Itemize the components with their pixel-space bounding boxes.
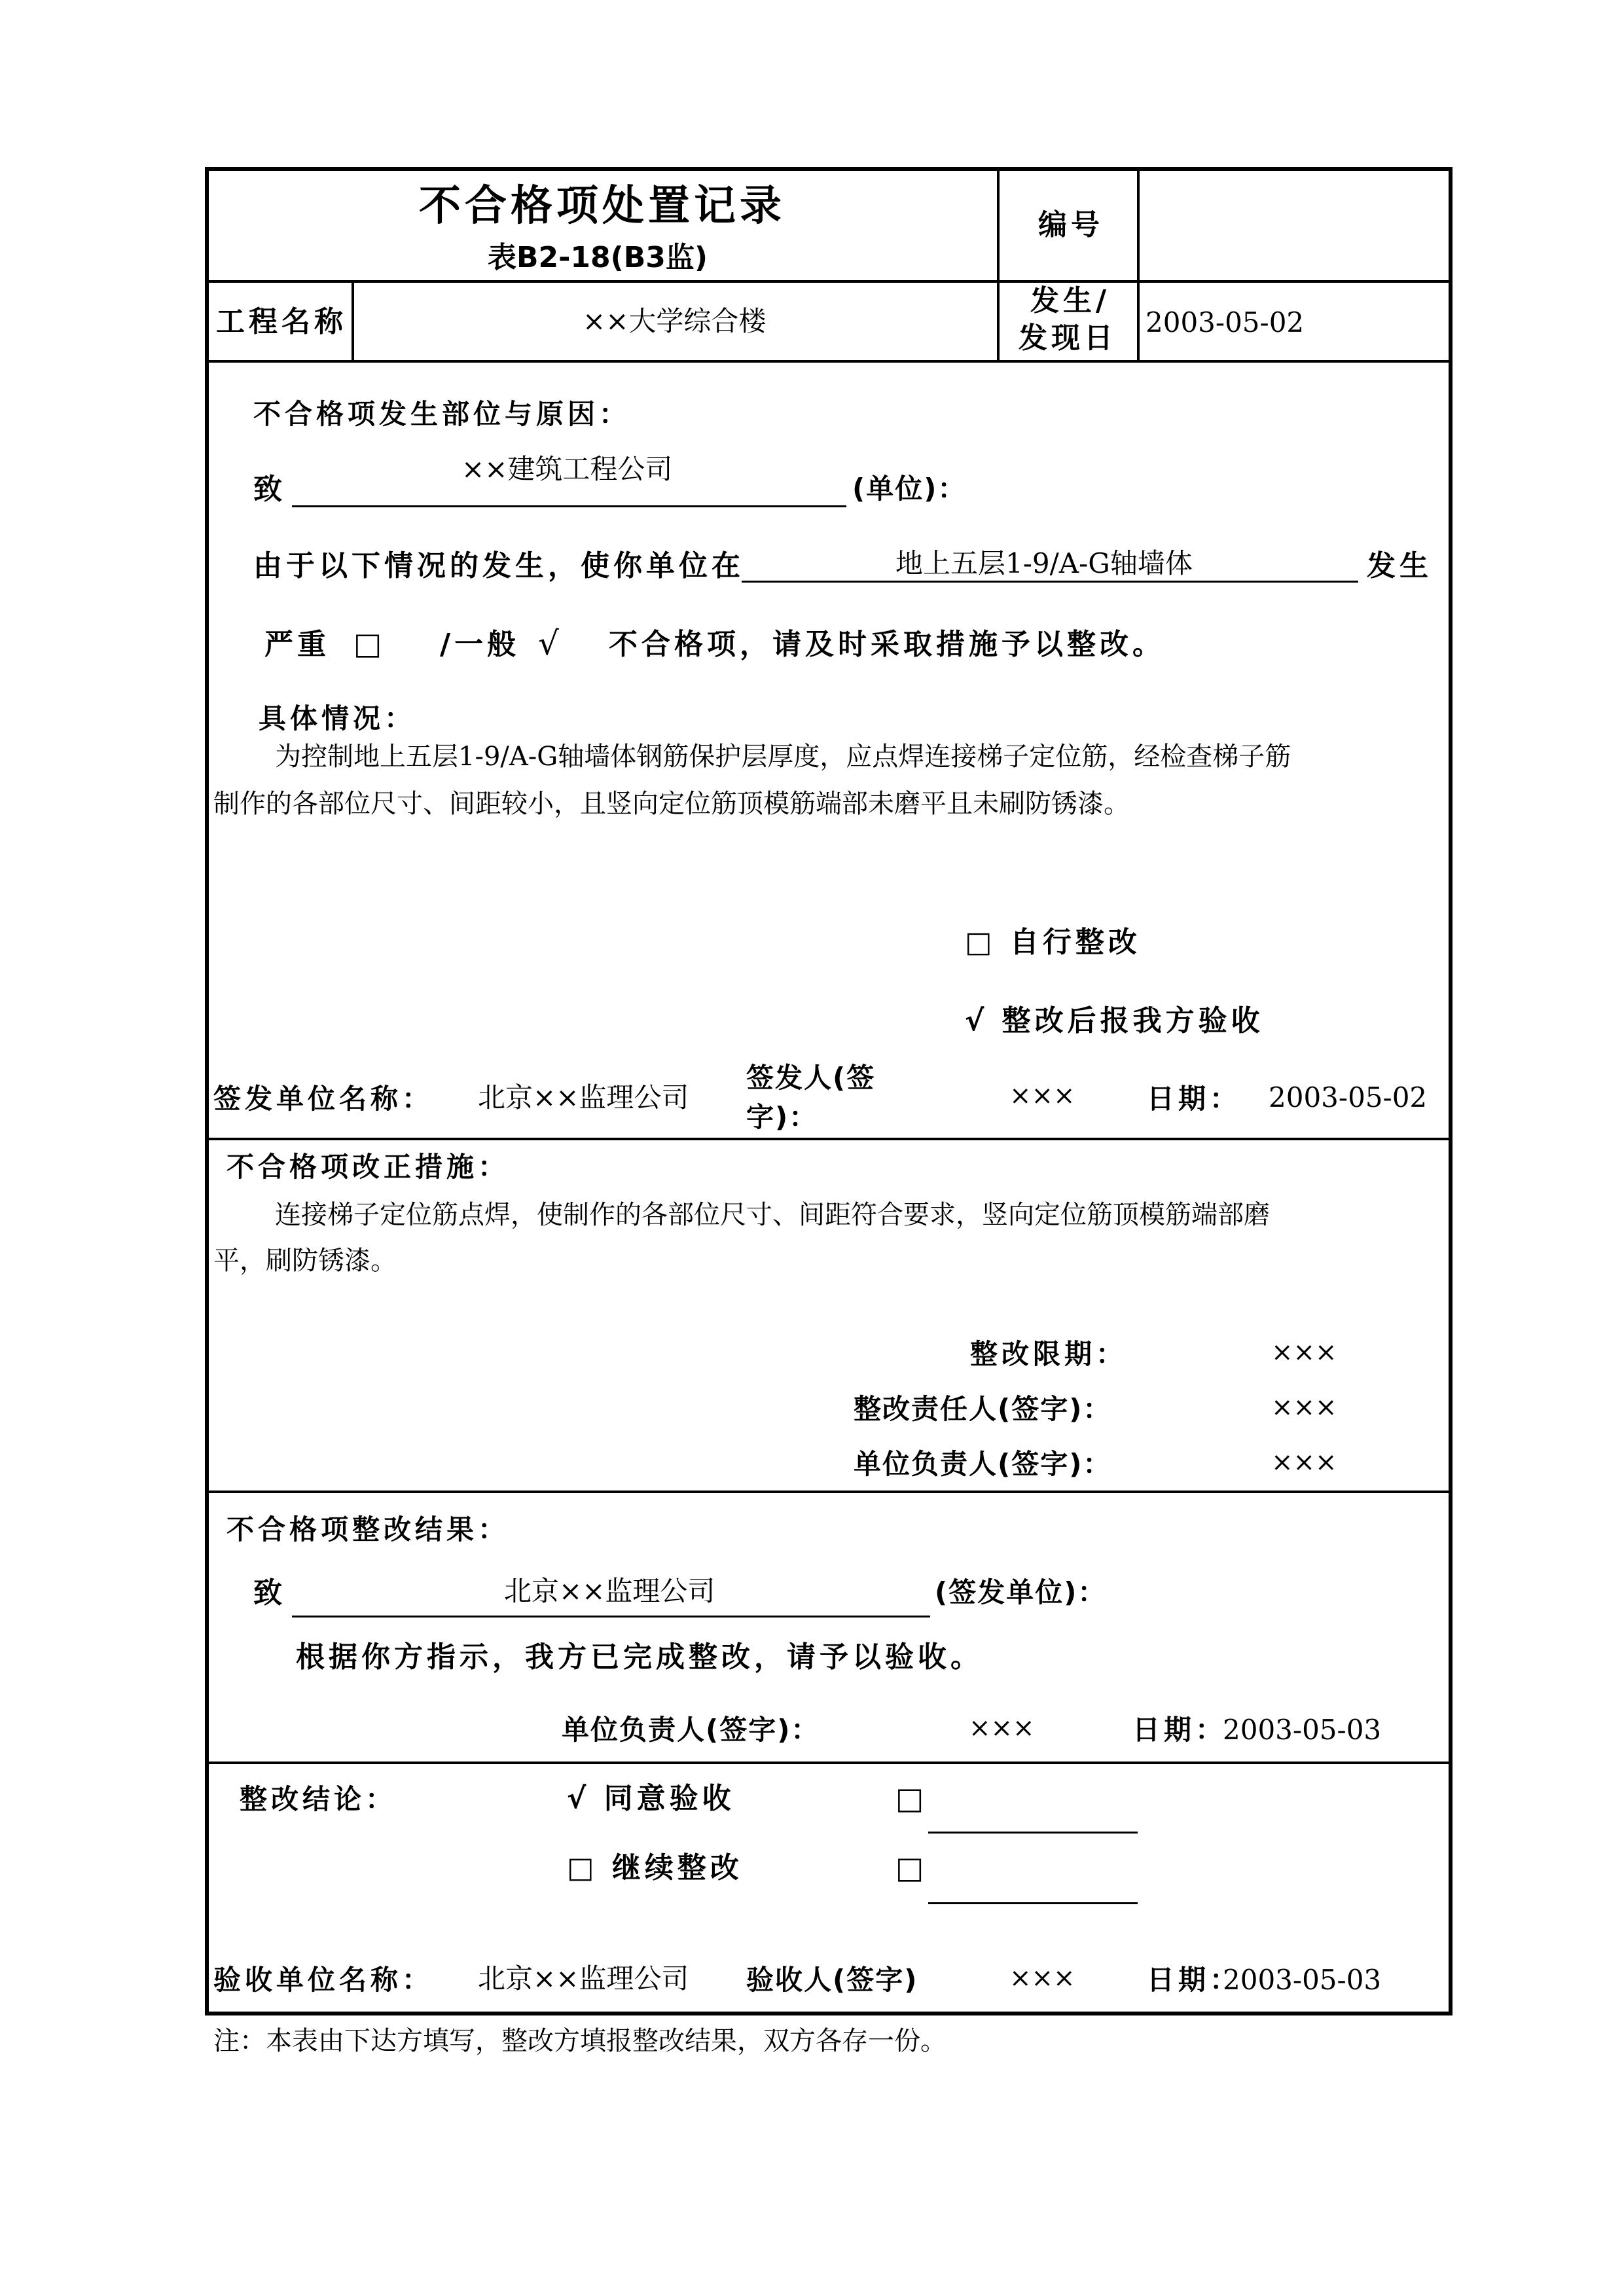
unit-head-value-3[interactable]: ××× <box>969 1713 1035 1743</box>
acceptance-unit-value[interactable]: 北京××监理公司 <box>478 1962 689 1995</box>
severity-serious-checkbox[interactable]: □ <box>353 626 382 661</box>
severity-serious-label: 严重 <box>264 628 330 661</box>
project-name-value[interactable]: ××大学综合楼 <box>583 305 767 337</box>
option-report-verify[interactable]: √ 整改后报我方验收 <box>965 1004 1264 1038</box>
signer-label-line1: 签发人(签 <box>746 1062 876 1094</box>
detail-line-1: 为控制地上五层1-9/A-G轴墙体钢筋保护层厚度，应点焊连接梯子定位筋，经检查梯子筋 <box>275 742 1291 772</box>
divider-v-2 <box>1137 167 1140 361</box>
deadline-label: 整改限期： <box>970 1338 1128 1370</box>
to-supervisor-underline <box>292 1616 930 1617</box>
to-suffix-1: (单位)： <box>852 473 967 505</box>
divider-header <box>205 280 1453 283</box>
unit-head-label-2: 单位负责人(签字)： <box>854 1448 1112 1480</box>
severity-tail-text: 不合格项，请及时采取措施予以整改。 <box>609 628 1165 661</box>
extra-line-2 <box>928 1902 1138 1904</box>
location-prefix: 由于以下情况的发生，使你单位在 <box>253 549 744 583</box>
divider-section1 <box>205 1138 1453 1140</box>
divider-section3 <box>205 1762 1453 1764</box>
option-agree[interactable]: √ 同意验收 <box>567 1782 735 1815</box>
unit-head-value-2[interactable]: ××× <box>1271 1447 1337 1477</box>
footnote: 注：本表由下达方填写，整改方填报整改结果，双方各存一份。 <box>213 2026 947 2056</box>
to-supervisor-value[interactable]: 北京××监理公司 <box>504 1575 715 1607</box>
option-continue[interactable]: □ 继续整改 <box>567 1851 743 1885</box>
date-label-line1: 发生/ <box>1030 284 1111 317</box>
acceptance-date-value[interactable]: 2003-05-03 <box>1223 1964 1382 1996</box>
section1-heading: 不合格项发生部位与原因： <box>253 398 631 430</box>
to-suffix-3: (签发单位)： <box>935 1576 1107 1608</box>
signer-value[interactable]: ××× <box>1009 1081 1075 1111</box>
severity-normal-label: /一般 <box>440 628 520 661</box>
divider-section2 <box>205 1491 1453 1493</box>
form-title: 不合格项处置记录 <box>419 182 785 230</box>
option-self-correct[interactable]: □ 自行整改 <box>965 926 1141 959</box>
issue-date-label: 日期： <box>1147 1083 1242 1115</box>
measure-line-2: 平，刷防锈漆。 <box>213 1246 397 1276</box>
measure-line-1: 连接梯子定位筋点焊，使制作的各部位尺寸、间距符合要求，竖向定位筋顶模筋端部磨 <box>275 1200 1270 1230</box>
to-prefix-3: 致 <box>253 1576 286 1610</box>
issuer-label: 签发单位名称： <box>213 1083 434 1115</box>
unit-head-label-3: 单位负责人(签字)： <box>562 1714 820 1746</box>
location-suffix: 发生 <box>1367 549 1432 583</box>
divider-v-1 <box>997 167 1000 361</box>
extra-line-1 <box>928 1832 1138 1834</box>
discovery-date-value[interactable]: 2003-05-02 <box>1146 306 1305 338</box>
acceptor-value[interactable]: ××× <box>1009 1963 1075 1993</box>
acceptor-label: 验收人(签字) <box>746 1964 918 1996</box>
form-code: 表B2-18(B3监) <box>488 241 708 274</box>
to-contractor-underline <box>292 505 846 507</box>
section2-heading: 不合格项改正措施： <box>226 1151 510 1183</box>
detail-line-2: 制作的各部位尺寸、间距较小，且竖向定位筋顶模筋端部未磨平且未刷防锈漆。 <box>213 789 1130 819</box>
signer-label-line2: 字)： <box>746 1101 818 1133</box>
section3-heading: 不合格项整改结果： <box>226 1513 510 1545</box>
deadline-value[interactable]: ××× <box>1271 1337 1337 1367</box>
acceptance-date-label: 日期： <box>1147 1964 1242 1996</box>
severity-normal-check[interactable]: √ <box>538 624 559 662</box>
divider-v-3 <box>352 280 354 361</box>
to-prefix-1: 致 <box>253 473 286 506</box>
completion-statement: 根据你方指示，我方已完成整改，请予以验收。 <box>296 1640 983 1674</box>
project-name-label: 工程名称 <box>216 305 347 338</box>
acceptance-unit-label: 验收单位名称： <box>213 1964 434 1996</box>
detail-heading: 具体情况： <box>259 702 416 734</box>
conclusion-label: 整改结论： <box>240 1783 397 1815</box>
result-date-value[interactable]: 2003-05-03 <box>1223 1714 1382 1746</box>
number-label: 编号 <box>1038 208 1104 242</box>
responsible-value[interactable]: ××× <box>1271 1392 1337 1422</box>
to-contractor-value[interactable]: ××建筑工程公司 <box>461 453 673 485</box>
location-underline <box>742 581 1358 583</box>
divider-project <box>205 360 1453 363</box>
date-label-line2: 发现日 <box>1019 321 1117 355</box>
issue-date-value[interactable]: 2003-05-02 <box>1269 1081 1428 1113</box>
responsible-label: 整改责任人(签字)： <box>854 1393 1112 1425</box>
location-value[interactable]: 地上五层1-9/A-G轴墙体 <box>895 547 1193 579</box>
extra-checkbox-1[interactable]: □ <box>895 1780 924 1816</box>
issuer-value[interactable]: 北京××监理公司 <box>478 1081 689 1113</box>
result-date-label: 日期： <box>1132 1714 1227 1746</box>
extra-checkbox-2[interactable]: □ <box>895 1850 924 1885</box>
